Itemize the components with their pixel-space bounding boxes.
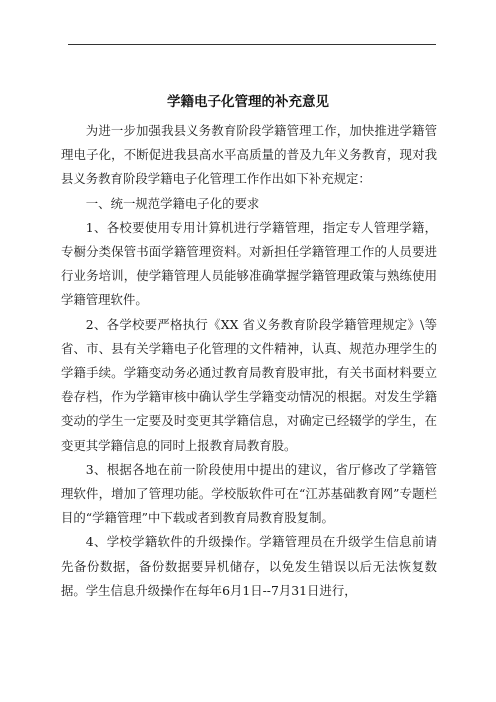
item-paragraph-1: 1、各校要使用专用计算机进行学籍管理，指定专人管理学籍，专橱分类保管书面学籍管理资料。对新担任学籍管理工作的人员要进行业务培训，使学籍管理人员能够准确掌握学籍管理政策与熟练使用学籍管理软件。 xyxy=(61,219,437,308)
section-heading: 一、统一规范学籍电子化的要求 xyxy=(85,195,260,211)
document-title: 学籍电子化管理的补充意见 xyxy=(167,94,329,110)
intro-paragraph: 为进一步加强我县义务教育阶段学籍管理工作，加快推进学籍管理电子化，不断促进我县高水平高质量的普及九年义务教育，现对我县义务教育阶段学籍电子化管理工作作出如下补充规定： xyxy=(61,123,437,187)
document-body xyxy=(61,119,437,603)
item-paragraph-4: 4、学校学籍软件的升级操作。学籍管理员在升级学生信息前请先备份数据，备份数据要异机储存，以免发生错误以后无法恢复数据。学生信息升级操作在每年6月1日--7月31日进行， xyxy=(61,534,437,598)
item-paragraph-2: 2、各学校要严格执行《XX 省义务教育阶段学籍管理规定》\等省、市、县有关学籍电子化管理的文件精神，认真、规范办理学生的学籍手续。学籍变动务必通过教育局教育股审批，有关书面材料要立卷存档，作为学籍审核中确认学生学籍变动情况的根据。对发生学籍变动的学生一定要及时变更其学籍信息，对确定已经辍学的学生，在变更其学籍信息的同时上报教育局教育股。 xyxy=(61,316,437,453)
header-rule xyxy=(68,44,436,45)
item-paragraph-3: 3、根据各地在前一阶段使用中提出的建议，省厅修改了学籍管理软件，增加了管理功能。学校版软件可在“江苏基础教育网”专题栏目的“学籍管理”中下载或者到教育局教育股复制。 xyxy=(61,461,437,526)
